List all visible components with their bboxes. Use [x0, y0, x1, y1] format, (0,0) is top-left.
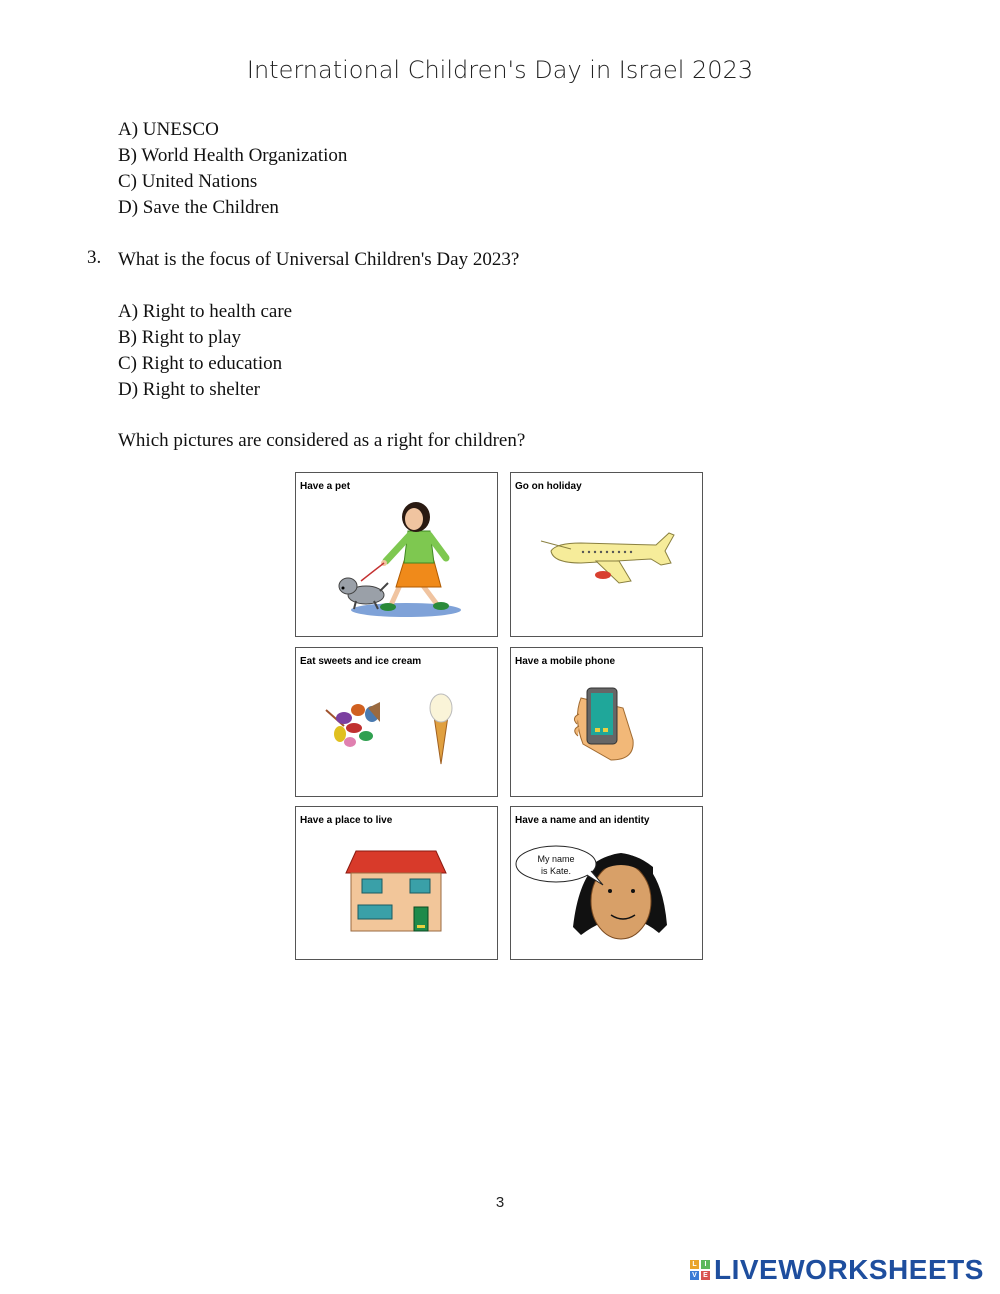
card-label: Have a pet	[300, 481, 351, 492]
card-name-identity	[510, 806, 703, 960]
option-q3-a: A) Right to health care	[118, 301, 293, 322]
airplane-icon	[511, 473, 704, 638]
card-mobile-phone	[510, 647, 703, 797]
card-label: Eat sweets and ice cream	[300, 656, 422, 667]
house-icon	[296, 807, 499, 961]
card-place-to-live	[295, 806, 498, 960]
option-q3-c: C) Right to education	[118, 353, 283, 374]
option-q2-c: C) United Nations	[118, 171, 258, 192]
pictures-prompt: Which pictures are considered as a right for children?	[118, 430, 526, 451]
card-have-a-pet	[295, 472, 498, 637]
girl-walking-dog-icon	[296, 473, 499, 638]
logo-grid-icon: L I V E	[690, 1260, 710, 1280]
card-label: Go on holiday	[515, 481, 582, 492]
liveworksheets-logo[interactable]	[690, 1252, 984, 1288]
option-q2-a: A) UNESCO	[118, 119, 219, 140]
card-label: Have a place to live	[300, 815, 393, 826]
face-speech-icon	[511, 807, 704, 961]
card-label: Have a mobile phone	[515, 656, 616, 667]
option-q3-b: B) Right to play	[118, 327, 241, 348]
page-number: 3	[495, 1194, 505, 1211]
mobile-phone-icon	[511, 648, 704, 798]
page-title: International Children's Day in Israel 2023	[246, 56, 754, 84]
card-eat-sweets	[295, 647, 498, 797]
option-q3-d: D) Right to shelter	[118, 379, 260, 400]
speech-text-line1: My name	[537, 854, 575, 864]
option-q2-b: B) World Health Organization	[118, 145, 348, 166]
card-go-on-holiday	[510, 472, 703, 637]
option-q2-d: D) Save the Children	[118, 197, 279, 218]
brand-text: LIVEWORKSHEETS	[714, 1254, 984, 1285]
card-label: Have a name and an identity	[515, 815, 650, 826]
question-3-number: 3.	[87, 247, 102, 268]
question-3-text: What is the focus of Universal Children's Day 2023?	[118, 249, 520, 270]
speech-text-line2: is Kate.	[540, 866, 572, 876]
sweets-icecream-icon	[296, 648, 499, 798]
